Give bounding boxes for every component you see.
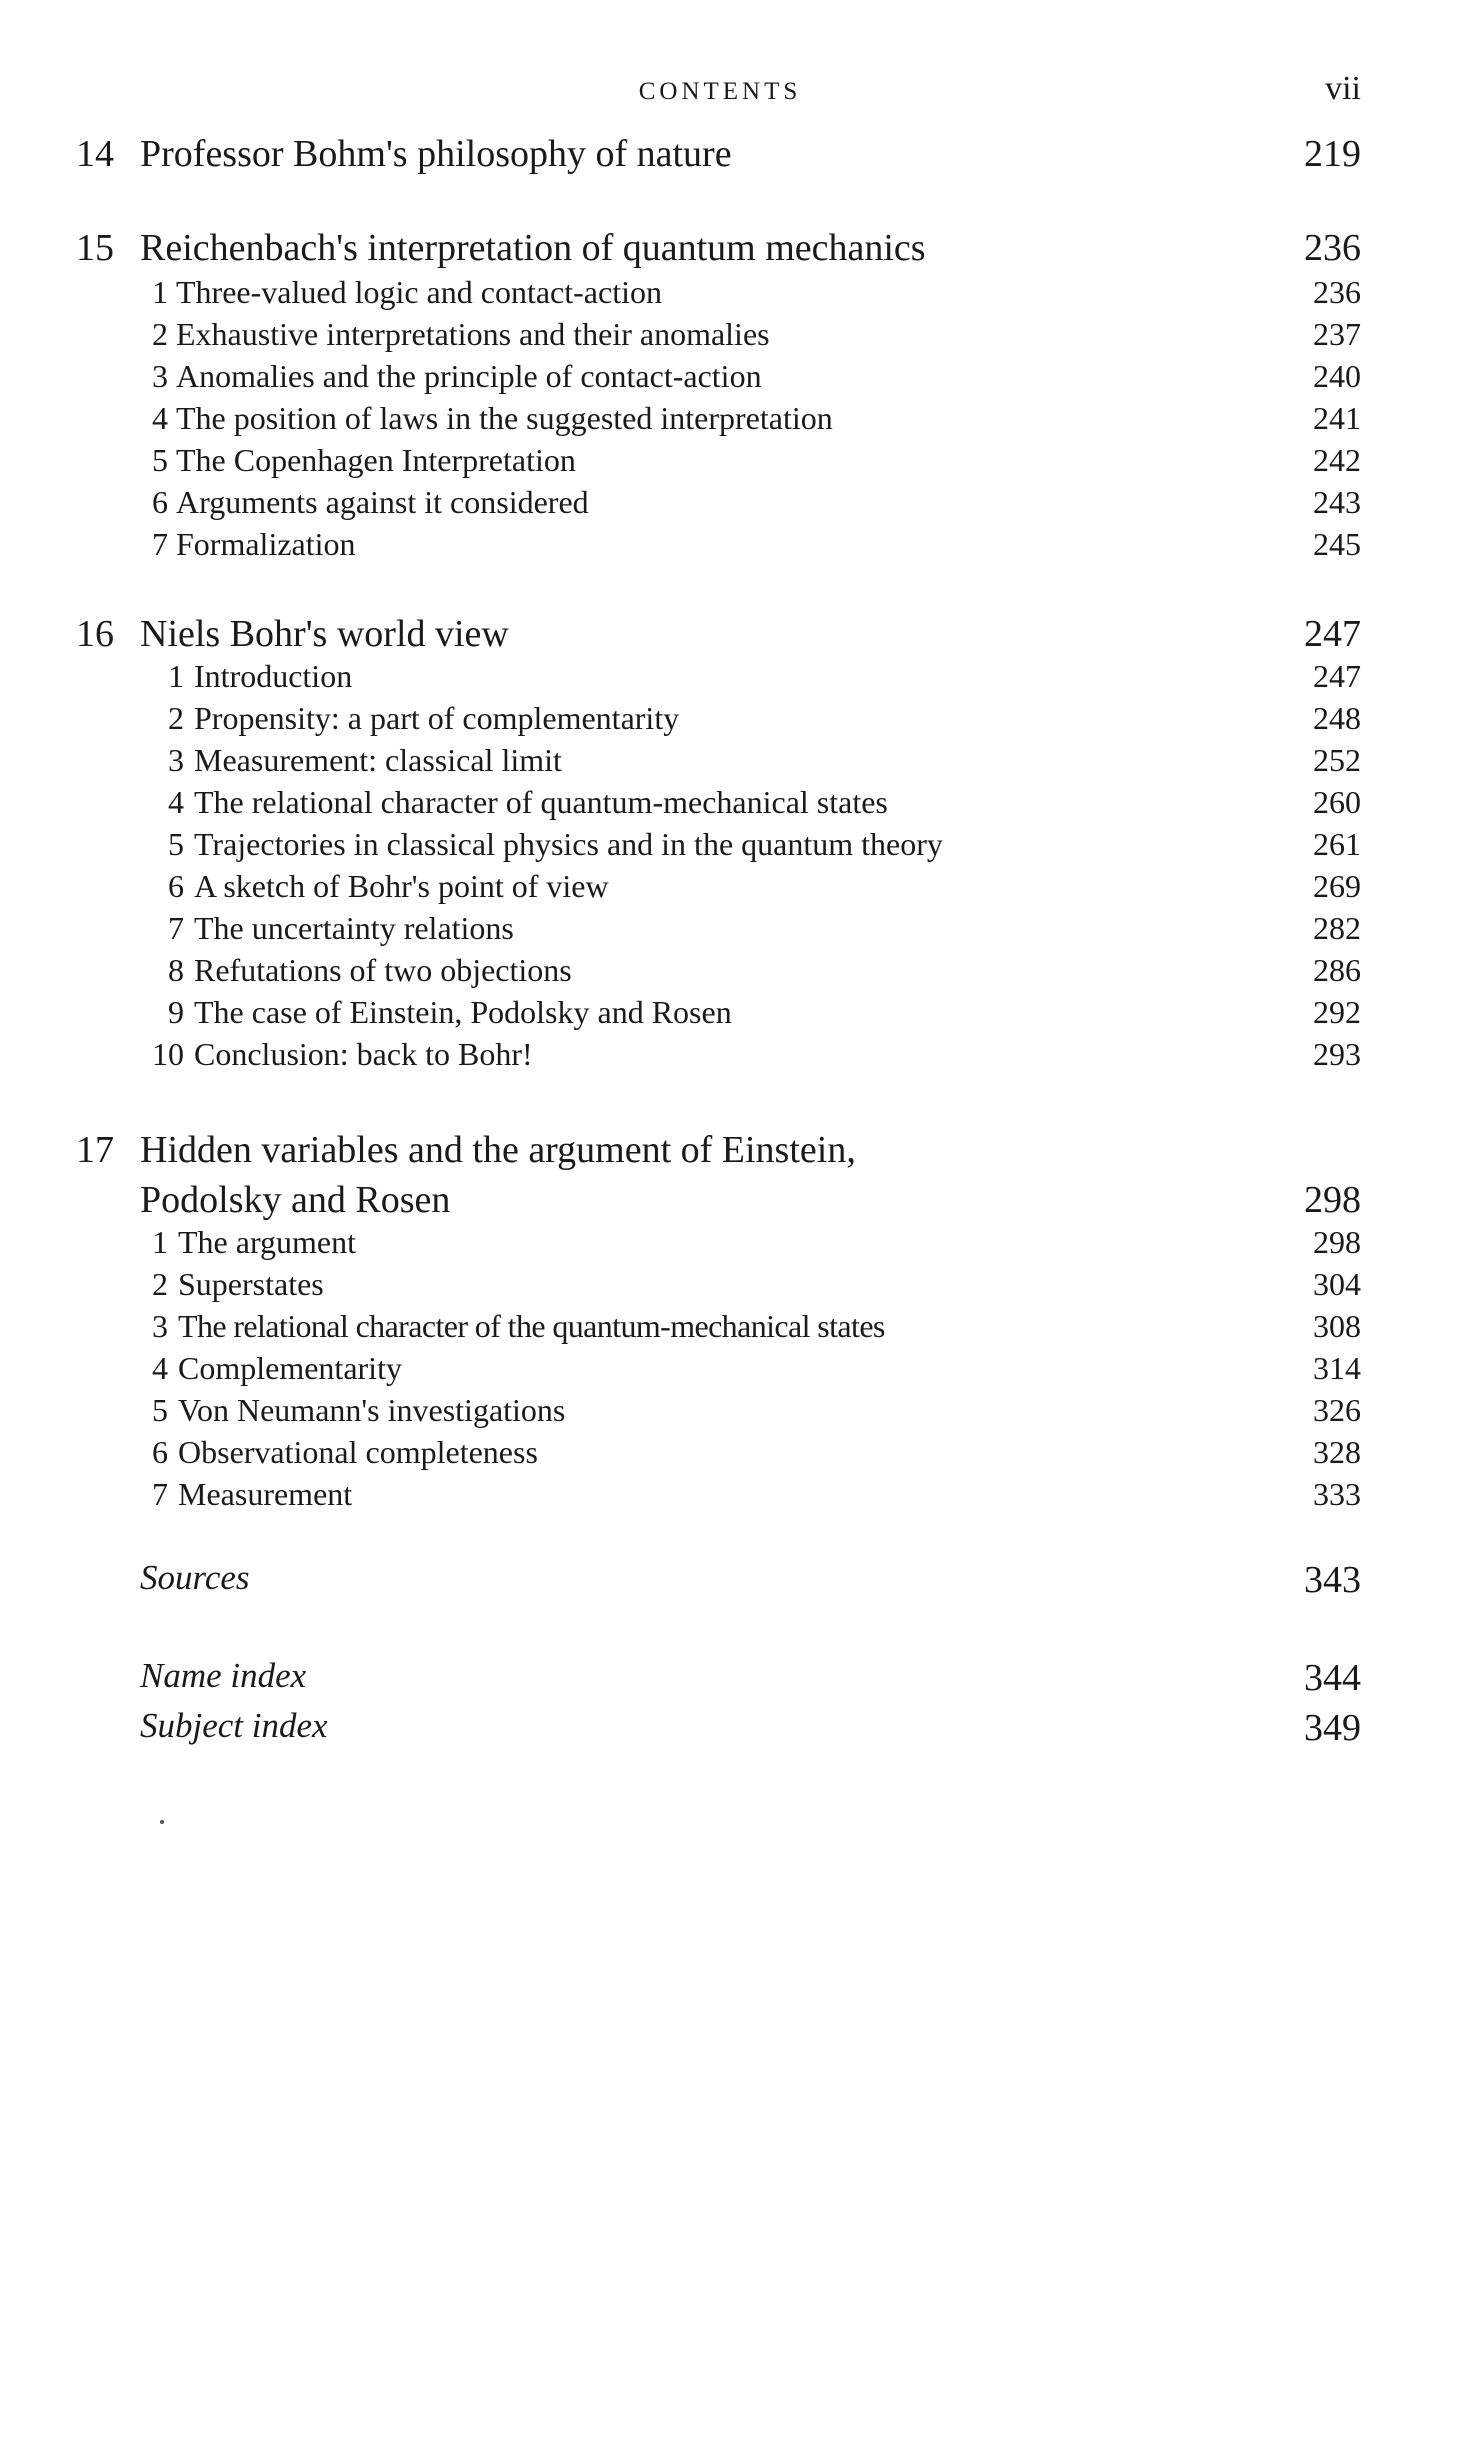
section-number: 7 xyxy=(168,910,184,946)
chapter-title: Reichenbach's interpretation of quantum mechanics xyxy=(140,227,926,269)
section-row xyxy=(0,1434,1461,1476)
section-page: 304 xyxy=(1313,1266,1361,1302)
section-title: Conclusion: back to Bohr! xyxy=(194,1036,533,1072)
section-title: Exhaustive interpretations and their anomalies xyxy=(176,316,770,352)
section-row xyxy=(0,1224,1461,1266)
section-number: 6 xyxy=(152,484,168,520)
section-row xyxy=(0,658,1461,700)
section-title: The Copenhagen Interpretation xyxy=(176,442,576,478)
section-title: Von Neumann's investigations xyxy=(178,1392,566,1428)
section-title: The argument xyxy=(178,1224,357,1260)
back-matter-title: Sources xyxy=(140,1558,250,1597)
section-number: 6 xyxy=(152,1434,168,1470)
section-number: 7 xyxy=(152,1476,168,1512)
section-title: Arguments against it considered xyxy=(176,484,589,520)
section-title: The relational character of quantum-mechanical states xyxy=(194,784,888,820)
section-page: 292 xyxy=(1313,994,1361,1030)
section-row xyxy=(0,1392,1461,1434)
section-page: 328 xyxy=(1313,1434,1361,1470)
section-number: 9 xyxy=(168,994,184,1030)
chapter-heading-continued xyxy=(0,1178,1461,1224)
chapter-heading xyxy=(0,1128,1461,1178)
chapter-page: 247 xyxy=(1304,613,1361,655)
chapter-number: 17 xyxy=(76,1129,114,1171)
chapter-15 xyxy=(0,226,1461,568)
section-number: 4 xyxy=(152,1350,168,1386)
back-matter-indexes xyxy=(0,1656,1461,1756)
section-page: 245 xyxy=(1313,526,1361,562)
section-number: 8 xyxy=(168,952,184,988)
section-page: 314 xyxy=(1313,1350,1361,1386)
section-page: 241 xyxy=(1313,400,1361,436)
section-page: 298 xyxy=(1313,1224,1361,1260)
section-title: Anomalies and the principle of contact-action xyxy=(176,358,762,394)
section-title: Trajectories in classical physics and in the quantum theory xyxy=(194,826,943,862)
chapter-16 xyxy=(0,612,1461,1078)
section-row xyxy=(0,316,1461,358)
back-matter-row xyxy=(0,1558,1461,1608)
section-title: Measurement: classical limit xyxy=(194,742,562,778)
section-number: 6 xyxy=(168,868,184,904)
section-title: Propensity: a part of complementarity xyxy=(194,700,680,736)
section-page: 240 xyxy=(1313,358,1361,394)
chapter-number: 16 xyxy=(76,613,114,655)
section-title: Formalization xyxy=(176,526,356,562)
section-row xyxy=(0,1350,1461,1392)
section-page: 242 xyxy=(1313,442,1361,478)
section-row xyxy=(0,742,1461,784)
chapter-heading xyxy=(0,226,1461,274)
section-number: 2 xyxy=(152,1266,168,1302)
section-row xyxy=(0,484,1461,526)
section-title: Complementarity xyxy=(178,1350,402,1386)
section-number: 2 xyxy=(168,700,184,736)
back-matter-row xyxy=(0,1656,1461,1706)
section-row xyxy=(0,826,1461,868)
section-row xyxy=(0,868,1461,910)
section-number: 1 xyxy=(152,1224,168,1260)
section-page: 247 xyxy=(1313,658,1361,694)
section-row xyxy=(0,994,1461,1036)
section-row xyxy=(0,400,1461,442)
section-page: 293 xyxy=(1313,1036,1361,1072)
chapter-title: Professor Bohm's philosophy of nature xyxy=(140,133,732,175)
section-title: Introduction xyxy=(194,658,353,694)
back-matter-page: 343 xyxy=(1304,1559,1361,1601)
back-matter-page: 344 xyxy=(1304,1657,1361,1699)
section-number: 5 xyxy=(152,442,168,478)
section-row xyxy=(0,910,1461,952)
chapter-page: 219 xyxy=(1304,133,1361,175)
section-page: 269 xyxy=(1313,868,1361,904)
section-row xyxy=(0,1266,1461,1308)
section-row xyxy=(0,1036,1461,1078)
section-page: 260 xyxy=(1313,784,1361,820)
section-title: A sketch of Bohr's point of view xyxy=(194,868,609,904)
back-matter-title: Name index xyxy=(140,1656,307,1695)
section-title: The relational character of the quantum-mechanical states xyxy=(178,1308,885,1344)
chapter-14 xyxy=(0,132,1461,182)
section-row xyxy=(0,1476,1461,1518)
section-title: Measurement xyxy=(178,1476,353,1512)
section-number: 3 xyxy=(152,1308,168,1344)
section-title: Three-valued logic and contact-action xyxy=(176,274,662,310)
section-page: 248 xyxy=(1313,700,1361,736)
page-folio: vii xyxy=(1325,70,1361,107)
section-row xyxy=(0,274,1461,316)
section-title: Observational completeness xyxy=(178,1434,538,1470)
section-page: 236 xyxy=(1313,274,1361,310)
section-number: 10 xyxy=(152,1036,184,1072)
back-matter-row xyxy=(0,1706,1461,1756)
back-matter-sources xyxy=(0,1558,1461,1608)
running-head-title: CONTENTS xyxy=(638,78,802,105)
back-matter-page: 349 xyxy=(1304,1707,1361,1749)
section-page: 282 xyxy=(1313,910,1361,946)
section-page: 286 xyxy=(1313,952,1361,988)
chapter-17 xyxy=(0,1128,1461,1518)
section-row xyxy=(0,442,1461,484)
section-row xyxy=(0,526,1461,568)
section-title: The position of laws in the suggested interpretation xyxy=(176,400,833,436)
section-row xyxy=(0,1308,1461,1350)
section-title: The case of Einstein, Podolsky and Rosen xyxy=(194,994,732,1030)
section-number: 4 xyxy=(168,784,184,820)
section-row xyxy=(0,784,1461,826)
section-row xyxy=(0,358,1461,400)
running-head xyxy=(0,70,1461,114)
section-number: 1 xyxy=(168,658,184,694)
section-number: 4 xyxy=(152,400,168,436)
section-page: 243 xyxy=(1313,484,1361,520)
chapter-heading xyxy=(0,132,1461,182)
chapter-heading xyxy=(0,612,1461,658)
chapter-title-line-2: Podolsky and Rosen xyxy=(140,1179,451,1221)
back-matter-title: Subject index xyxy=(140,1706,328,1745)
chapter-page: 236 xyxy=(1304,227,1361,269)
chapter-number: 14 xyxy=(76,133,114,175)
section-number: 5 xyxy=(152,1392,168,1428)
section-number: 3 xyxy=(168,742,184,778)
stray-print-mark xyxy=(160,1820,164,1824)
section-page: 308 xyxy=(1313,1308,1361,1344)
section-title: Superstates xyxy=(178,1266,324,1302)
chapter-title-line-1: Hidden variables and the argument of Einstein, xyxy=(140,1129,856,1171)
section-page: 326 xyxy=(1313,1392,1361,1428)
section-page: 261 xyxy=(1313,826,1361,862)
section-number: 1 xyxy=(152,274,168,310)
section-row xyxy=(0,700,1461,742)
section-number: 3 xyxy=(152,358,168,394)
section-page: 252 xyxy=(1313,742,1361,778)
section-page: 237 xyxy=(1313,316,1361,352)
chapter-number: 15 xyxy=(76,227,114,269)
section-number: 5 xyxy=(168,826,184,862)
section-title: The uncertainty relations xyxy=(194,910,514,946)
section-title: Refutations of two objections xyxy=(194,952,572,988)
section-row xyxy=(0,952,1461,994)
section-page: 333 xyxy=(1313,1476,1361,1512)
section-number: 2 xyxy=(152,316,168,352)
section-number: 7 xyxy=(152,526,168,562)
chapter-title: Niels Bohr's world view xyxy=(140,613,509,655)
chapter-page: 298 xyxy=(1304,1179,1361,1221)
